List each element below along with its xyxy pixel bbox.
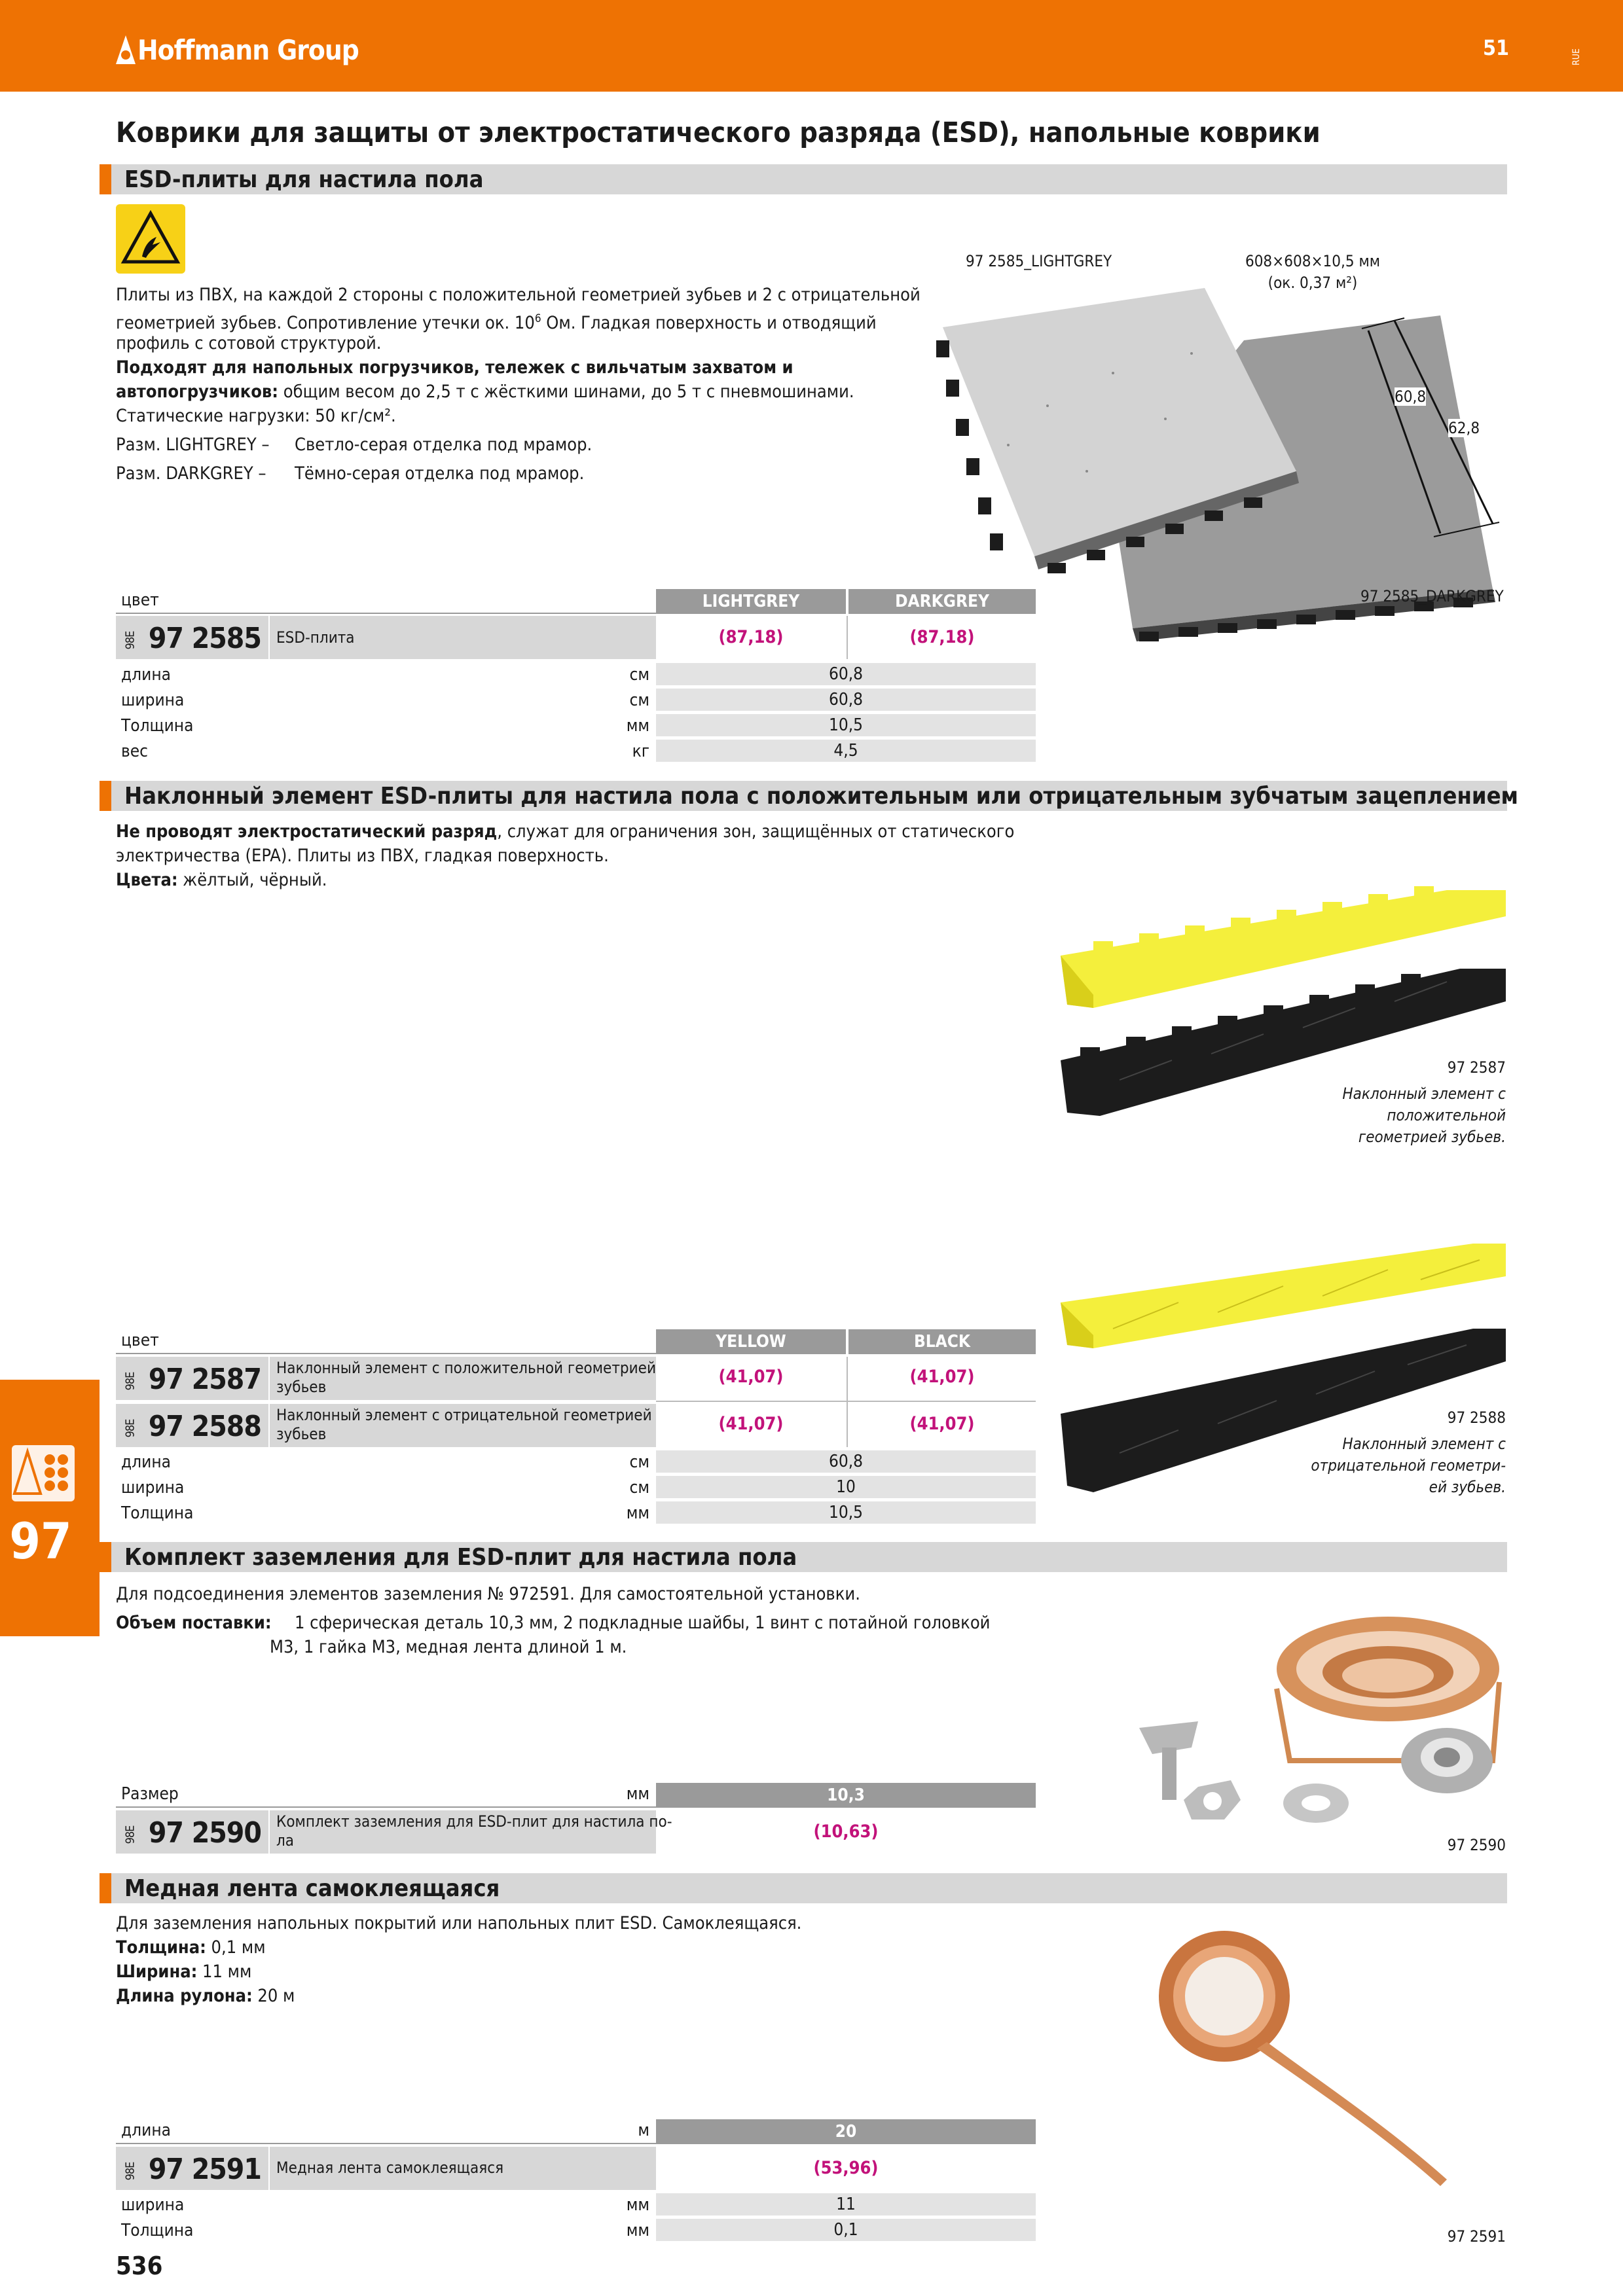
length-unit: м bbox=[638, 2121, 649, 2140]
dim-inner: 60,8 bbox=[1395, 387, 1427, 406]
variant-value: Тёмно-серая отделка под мрамор. bbox=[295, 463, 585, 484]
desc-line: Ширина: 11 мм bbox=[116, 1962, 252, 1982]
section-title: Комплект заземления для ESD-плит для настила пола bbox=[124, 1544, 797, 1571]
image-number: 97 2590 bbox=[1447, 1836, 1506, 1854]
spec-unit: мм bbox=[626, 1503, 649, 1523]
spec-value: 60,8 bbox=[656, 663, 1036, 685]
cell-divider bbox=[268, 616, 270, 659]
spec-value: 60,8 bbox=[656, 689, 1036, 711]
spec-label: длина bbox=[121, 1452, 171, 1472]
section-accent bbox=[100, 1542, 111, 1572]
spec-unit: см bbox=[629, 1478, 649, 1498]
desc-bold-line: Подходят для напольных погрузчиков, тележек с вильчатым захватом и bbox=[116, 357, 793, 378]
cell-divider bbox=[268, 1810, 270, 1854]
spec-value: 10 bbox=[656, 1476, 1036, 1498]
desc-line: Не проводят электростатический разряд, служат для ограничения зон, защищённых от статического bbox=[116, 821, 1015, 842]
desc-line: Длина рулона: 20 м bbox=[116, 1986, 295, 2006]
cell-divider bbox=[268, 1404, 270, 1447]
product-desc: Медная лента самоклеящаяся bbox=[276, 2159, 504, 2177]
spec-unit: мм bbox=[626, 2221, 649, 2240]
price: (53,96) bbox=[813, 2158, 879, 2178]
desc-line: профиль с сотовой структурой. bbox=[116, 333, 382, 353]
price: (10,63) bbox=[813, 1821, 879, 1842]
image-label: 97 2585_DARKGREY bbox=[1360, 587, 1504, 605]
spec-label: ширина bbox=[121, 1478, 185, 1498]
color-label: цвет bbox=[121, 1331, 159, 1350]
dim-outer: 62,8 bbox=[1448, 419, 1480, 437]
cell-divider bbox=[268, 2147, 270, 2190]
image-caption: Наклонный элемент с отрицательной геометри- ей зубьев. bbox=[1311, 1435, 1506, 1496]
length-value: 20 bbox=[656, 2119, 1036, 2144]
section-header-ramp-elements bbox=[100, 781, 1519, 811]
section-header-grounding-kit bbox=[100, 1542, 1507, 1572]
price: (87,18) bbox=[909, 627, 975, 647]
desc-line: геометрией зубьев. Сопротивление утечки ок. $10^6$ Ом. Гладкая поверхность и отводящий bbox=[116, 312, 877, 333]
spec-label: длина bbox=[121, 665, 171, 685]
desc-line: Для подсоединения элементов заземления № 972591. Для самостоятельной установки. bbox=[116, 1584, 860, 1604]
variant-key: Разм. LIGHTGREY – bbox=[116, 435, 270, 455]
product-desc: Наклонный элемент с положительной геометрией зубьев bbox=[276, 1359, 656, 1396]
image-label: 97 2585_LIGHTGREY bbox=[966, 252, 1112, 270]
price: (41,07) bbox=[718, 1414, 784, 1434]
spec-unit: мм bbox=[626, 2195, 649, 2215]
price: (41,07) bbox=[909, 1414, 975, 1434]
desc-line: Плиты из ПВХ, на каждой 2 стороны с положительной геометрией зубьев и 2 с отрицательной bbox=[116, 285, 921, 305]
esd-warning-icon bbox=[116, 204, 185, 274]
hoffmann-logo-icon bbox=[115, 33, 137, 65]
table-rule bbox=[116, 1353, 656, 1354]
article-number: 98E 97 2588 bbox=[123, 1410, 261, 1443]
spec-label: Толщина bbox=[121, 1503, 194, 1523]
section-title: ESD-плиты для настила пола bbox=[124, 166, 484, 193]
esd-tiles-image bbox=[917, 275, 1545, 641]
article-number: 98E 97 2585 bbox=[123, 622, 261, 655]
spec-value: 4,5 bbox=[656, 740, 1036, 762]
section-header-copper-tape bbox=[100, 1873, 1507, 1903]
section-header-esd-tiles bbox=[100, 164, 1507, 194]
price: (41,07) bbox=[718, 1367, 784, 1387]
cell-divider bbox=[847, 616, 848, 659]
table-rule bbox=[116, 1806, 656, 1808]
chapter-tab bbox=[0, 1380, 100, 1636]
spec-label: Толщина bbox=[121, 2221, 194, 2240]
cell-divider bbox=[268, 1357, 270, 1400]
section-accent bbox=[100, 164, 111, 194]
variant-value: Светло-серая отделка под мрамор. bbox=[295, 435, 593, 455]
desc-line: Статические нагрузки: 50 кг/см². bbox=[116, 406, 396, 426]
variant-key: Разм. DARKGREY – bbox=[116, 463, 266, 484]
table-rule bbox=[116, 2143, 656, 2144]
desc-line: Объем поставки: bbox=[116, 1613, 272, 1633]
desc-line: Цвета: жёлтый, чёрный. bbox=[116, 870, 327, 890]
column-header: LIGHTGREY bbox=[656, 589, 846, 614]
column-header: BLACK bbox=[848, 1329, 1036, 1354]
section-title: Медная лента самоклеящаяся bbox=[124, 1875, 500, 1902]
section-title: Наклонный элемент ESD-плиты для настила пола с положительным или отрицательным зубчатым зацеплением bbox=[124, 783, 1519, 810]
side-code: RUE bbox=[1571, 48, 1582, 65]
spec-label: Толщина bbox=[121, 716, 194, 736]
spec-label: ширина bbox=[121, 691, 185, 710]
spec-label: вес bbox=[121, 742, 149, 761]
spec-value: 0,1 bbox=[656, 2219, 1036, 2241]
product-desc: Комплект заземления для ESD-плит для настила по- ла bbox=[276, 1812, 672, 1850]
page-number: 536 bbox=[116, 2251, 163, 2280]
page-number-top: 51 bbox=[1483, 35, 1510, 60]
desc-line: М3, 1 гайка М3, медная лента длиной 1 м. bbox=[270, 1637, 627, 1657]
product-desc: ESD-плита bbox=[276, 628, 355, 647]
desc-line: Для заземления напольных покрытий или напольных плит ESD. Самоклеящаяся. bbox=[116, 1913, 802, 1933]
spec-unit: мм bbox=[626, 716, 649, 736]
image-number: 97 2587 bbox=[1447, 1058, 1506, 1077]
section-accent bbox=[100, 781, 111, 811]
price: (41,07) bbox=[909, 1367, 975, 1387]
article-number: 98E 97 2591 bbox=[123, 2153, 261, 2186]
spec-value: 11 bbox=[656, 2193, 1036, 2215]
desc-line: автопогрузчиков: общим весом до 2,5 т с жёсткими шинами, до 5 т с пневмошинами. bbox=[116, 382, 854, 402]
spec-unit: см bbox=[629, 665, 649, 685]
image-number: 97 2588 bbox=[1447, 1408, 1506, 1427]
table-rule bbox=[116, 613, 656, 614]
price: (87,18) bbox=[718, 627, 784, 647]
page-title: Коврики для защиты от электростатического разряда (ESD), напольные коврики bbox=[116, 117, 1321, 149]
column-header: YELLOW bbox=[656, 1329, 846, 1354]
cell-divider bbox=[847, 1357, 848, 1447]
image-number: 97 2591 bbox=[1447, 2227, 1506, 2246]
copper-tape-image bbox=[1152, 1924, 1519, 2232]
image-size-area: (ок. 0,37 м²) bbox=[1267, 274, 1358, 292]
cell-divider bbox=[656, 1401, 1036, 1402]
size-label: Размер bbox=[121, 1784, 179, 1804]
spec-unit: см bbox=[629, 691, 649, 710]
spec-value: 60,8 bbox=[656, 1450, 1036, 1473]
chapter-number: 97 bbox=[9, 1512, 72, 1570]
product-desc: Наклонный элемент с отрицательной геометрией зубьев bbox=[276, 1406, 652, 1443]
size-unit: мм bbox=[626, 1784, 649, 1804]
chapter-esd-icon bbox=[12, 1445, 75, 1501]
spec-value: 10,5 bbox=[656, 1501, 1036, 1524]
grounding-kit-image bbox=[1126, 1590, 1519, 1839]
section-accent bbox=[100, 1873, 111, 1903]
spec-unit: см bbox=[629, 1452, 649, 1472]
logo-text: Hoffmann Group bbox=[137, 34, 359, 66]
spec-label: ширина bbox=[121, 2195, 185, 2215]
spec-value: 10,5 bbox=[656, 714, 1036, 736]
article-number: 98E 97 2587 bbox=[123, 1363, 261, 1396]
desc-line: 1 сферическая деталь 10,3 мм, 2 подкладные шайбы, 1 винт с потайной головкой bbox=[295, 1613, 991, 1633]
size-value: 10,3 bbox=[656, 1783, 1036, 1808]
color-label: цвет bbox=[121, 590, 159, 610]
desc-line: Толщина: 0,1 мм bbox=[116, 1937, 266, 1958]
spec-unit: кг bbox=[632, 742, 649, 761]
image-caption: Наклонный элемент с положительной геометрией зубьев. bbox=[1342, 1085, 1506, 1146]
column-header: DARKGREY bbox=[848, 589, 1036, 614]
image-size: 608×608×10,5 мм bbox=[1245, 252, 1381, 270]
length-label: длина bbox=[121, 2121, 171, 2140]
desc-line: электричества (EPA). Плиты из ПВХ, гладкая поверхность. bbox=[116, 846, 609, 866]
article-number: 98E 97 2590 bbox=[123, 1816, 261, 1850]
